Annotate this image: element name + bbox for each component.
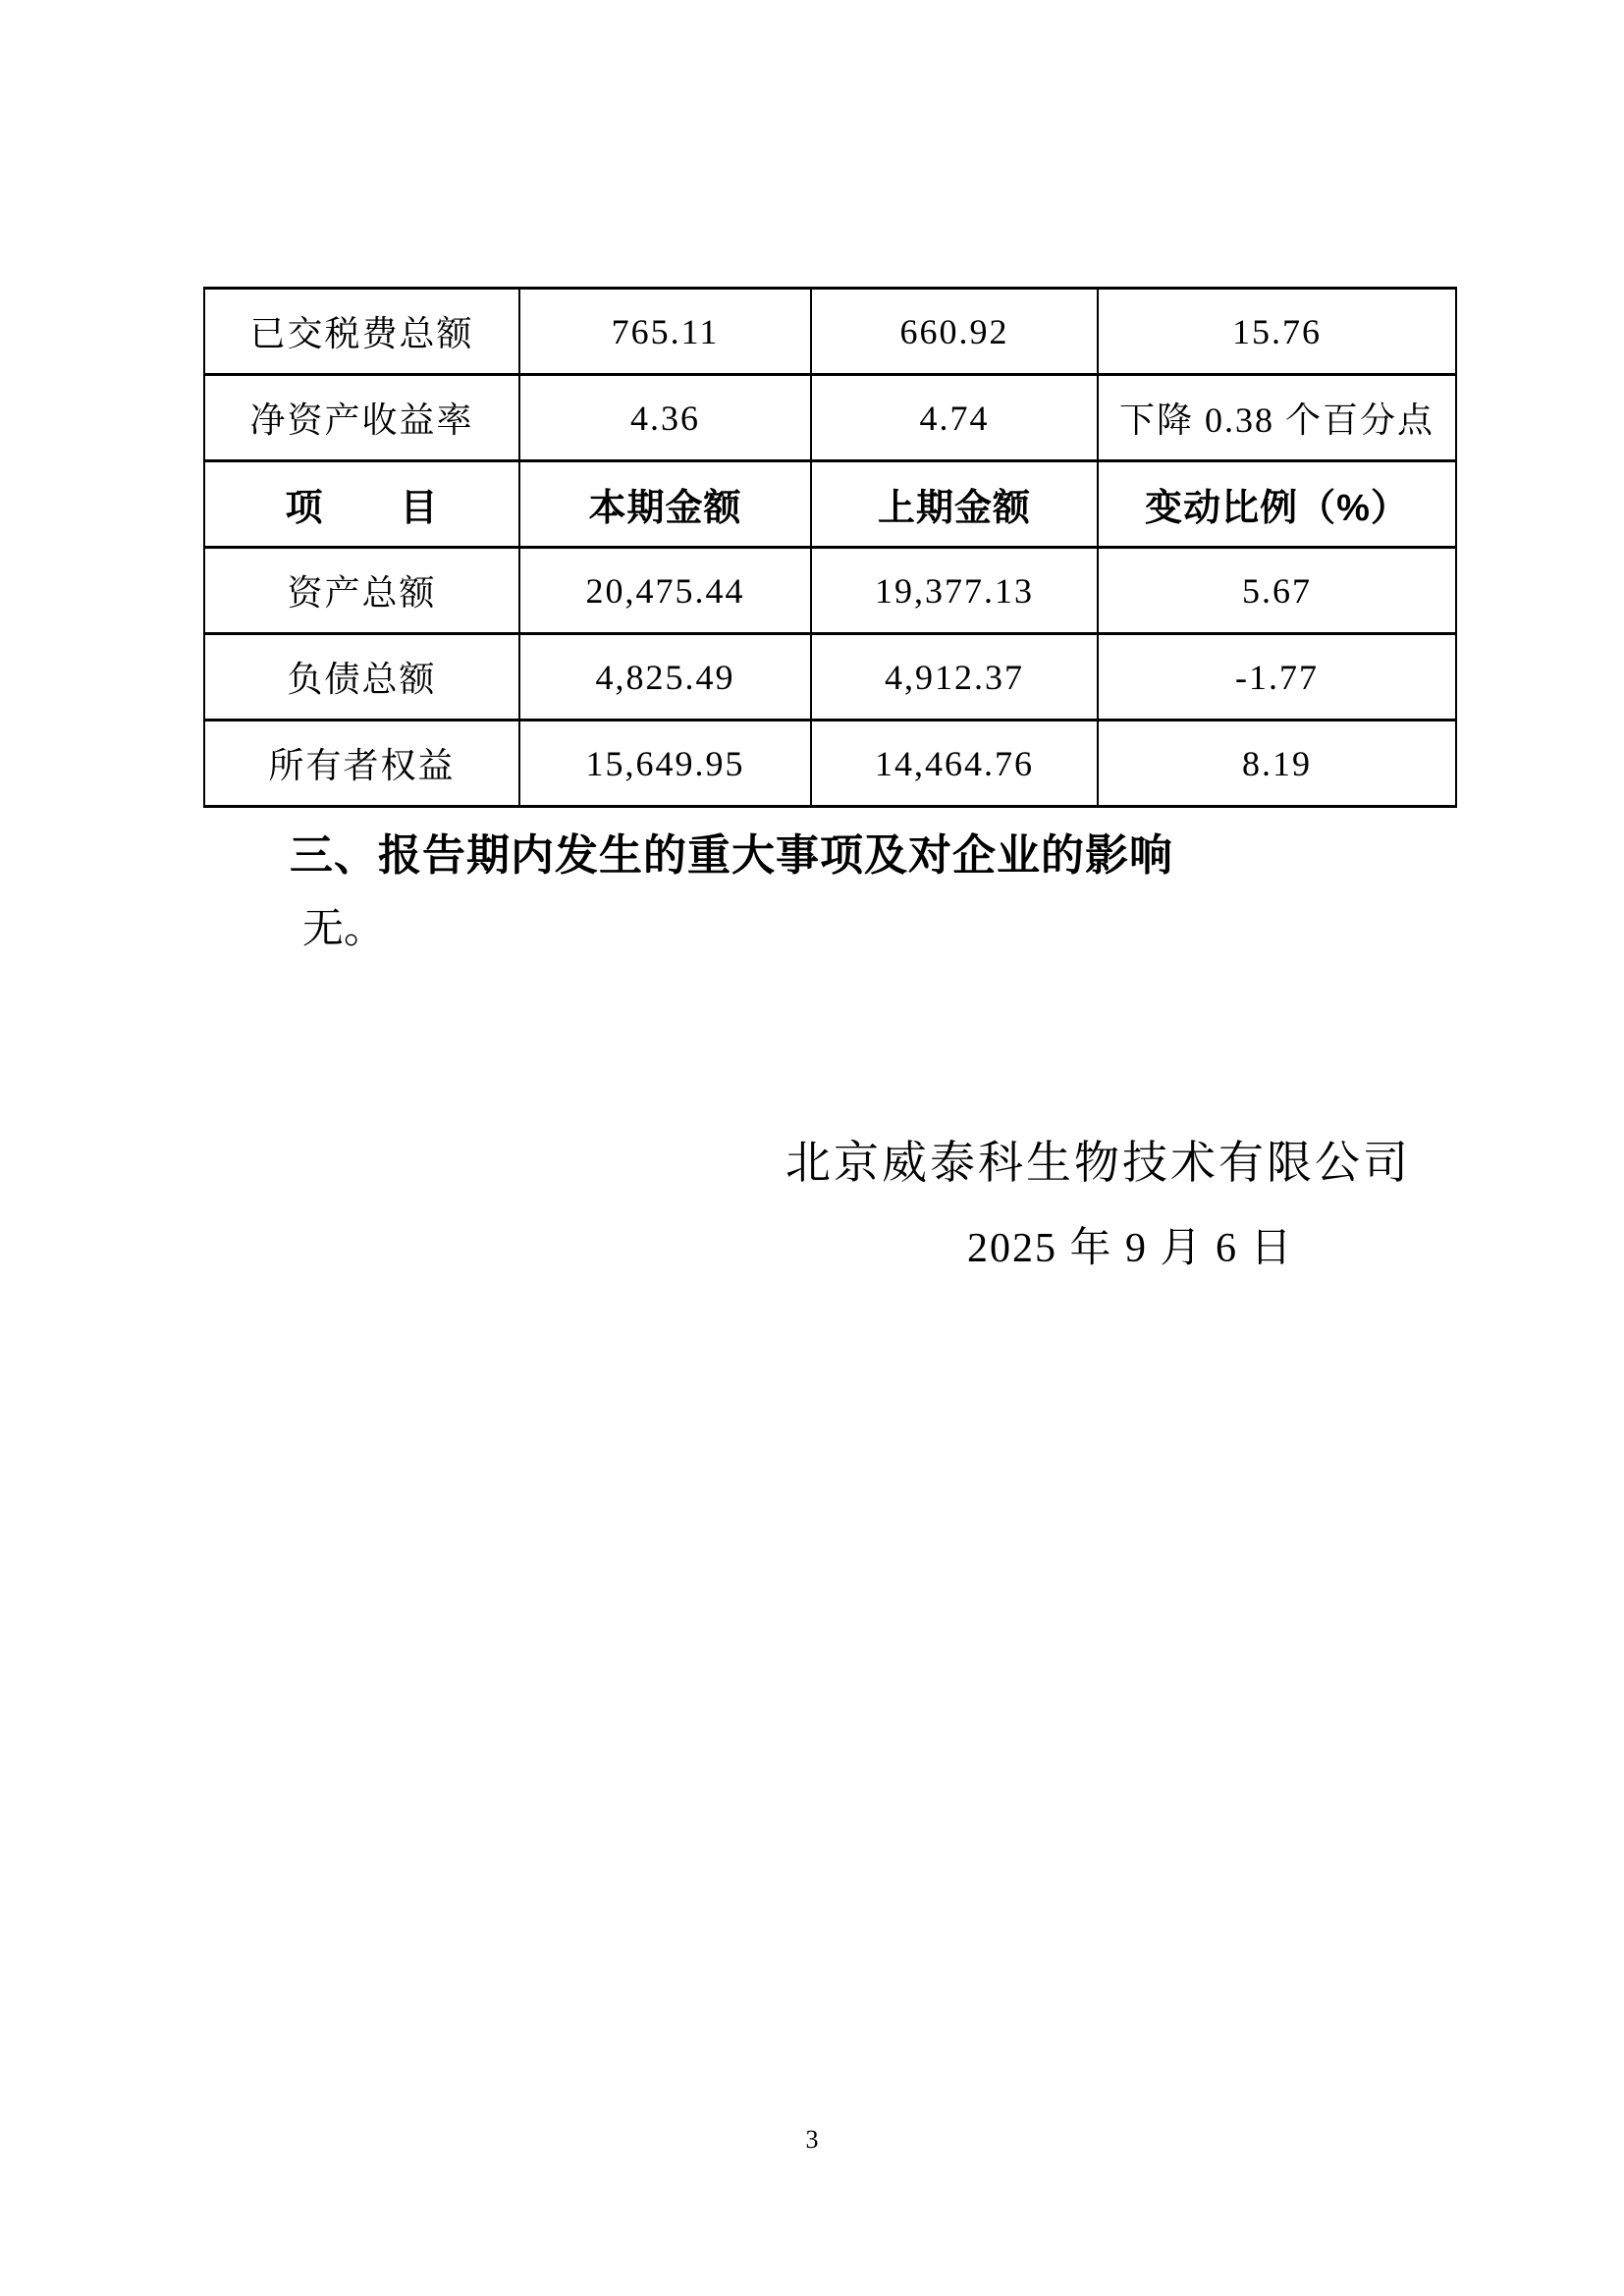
signature-date: 2025 年 9 月 6 日	[967, 1226, 1294, 1271]
row-label: 资产总额	[204, 548, 519, 634]
table-row-taxes-paid	[204, 289, 1456, 375]
change-ratio-value: 下降 0.38 个百分点	[1098, 375, 1456, 461]
table-header-row	[204, 461, 1456, 548]
column-header-change-ratio: 变动比例（%）	[1098, 461, 1456, 548]
change-ratio-value: 8.19	[1098, 721, 1456, 807]
table-row-total-assets	[204, 548, 1456, 634]
row-label: 负债总额	[204, 634, 519, 721]
row-label: 所有者权益	[204, 721, 519, 807]
page-number: 3	[805, 2125, 819, 2154]
column-header-current-period: 本期金额	[519, 461, 811, 548]
prior-period-value: 660.92	[811, 289, 1098, 375]
table-row-owners-equity	[204, 721, 1456, 807]
table-row-total-liabilities	[204, 634, 1456, 721]
table-row-return-on-equity	[204, 375, 1456, 461]
current-period-value: 765.11	[519, 289, 811, 375]
current-period-value: 4.36	[519, 375, 811, 461]
prior-period-value: 4,912.37	[811, 634, 1098, 721]
current-period-value: 15,649.95	[519, 721, 811, 807]
prior-period-value: 4.74	[811, 375, 1098, 461]
current-period-value: 20,475.44	[519, 548, 811, 634]
section-heading: 三、报告期内发生的重大事项及对企业的影响	[290, 831, 1173, 880]
financial-summary-table	[203, 287, 1457, 808]
column-header-prior-period: 上期金额	[811, 461, 1098, 548]
prior-period-value: 14,464.76	[811, 721, 1098, 807]
row-label: 已交税费总额	[204, 289, 519, 375]
company-signature: 北京威泰科生物技术有限公司	[785, 1138, 1411, 1188]
row-label: 净资产收益率	[204, 375, 519, 461]
prior-period-value: 19,377.13	[811, 548, 1098, 634]
section-body-text: 无。	[302, 907, 386, 952]
change-ratio-value: -1.77	[1098, 634, 1456, 721]
column-header-item: 项 目	[204, 461, 519, 548]
current-period-value: 4,825.49	[519, 634, 811, 721]
change-ratio-value: 15.76	[1098, 289, 1456, 375]
change-ratio-value: 5.67	[1098, 548, 1456, 634]
